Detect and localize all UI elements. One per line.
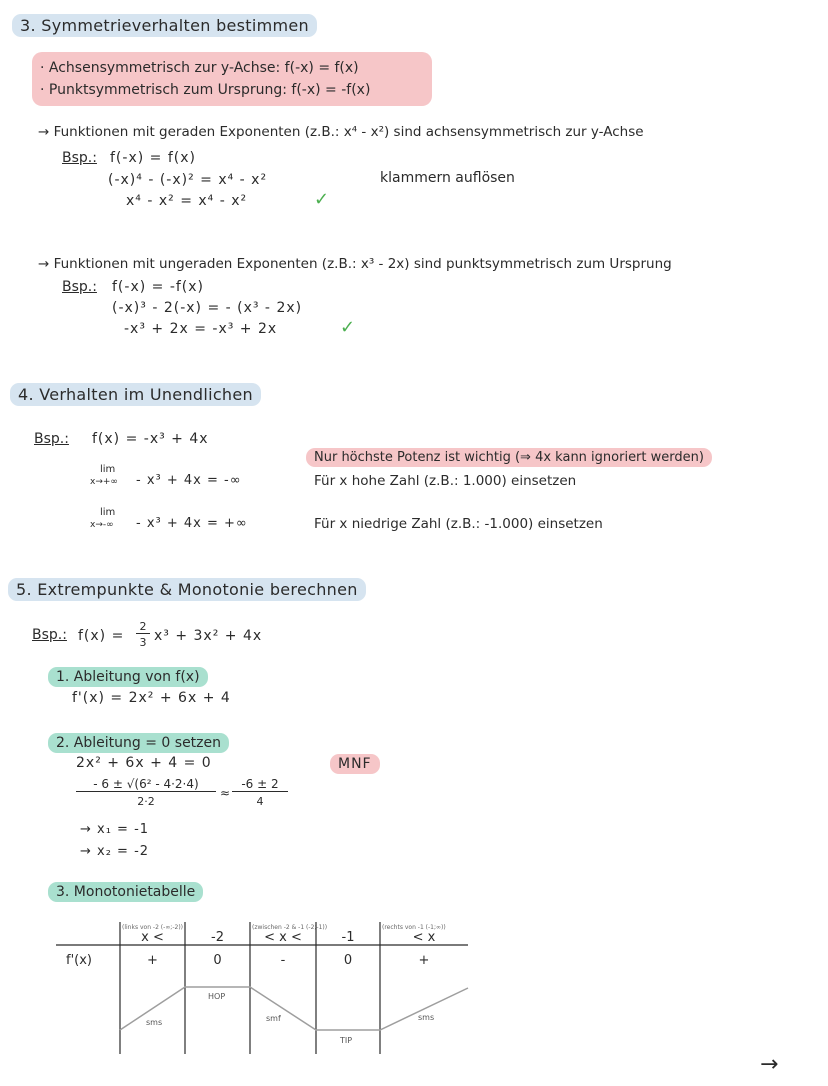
quad-numerator: - 6 ± √(6² - 4·2·4) (76, 777, 216, 792)
table-header-interval-1: x < (141, 930, 164, 945)
table-tiny-label-1: (links von -2 (-∞;-2)) (122, 924, 183, 931)
table-header-interval-3: < x (412, 930, 436, 945)
section3-heading: 3. Symmetrieverhalten bestimmen (12, 14, 317, 37)
section5-heading: 5. Extrempunkte & Monotonie berechnen (8, 578, 366, 601)
table-sign-5: + (418, 953, 430, 968)
even-line-3: x⁴ - x² = x⁴ - x² (126, 193, 248, 209)
s4-bsp-label: Bsp.: (34, 431, 69, 447)
table-header-interval-2: < x < (264, 930, 302, 945)
lim-sub-1: x→+∞ (90, 477, 118, 487)
curve-label-sms-1: sms (146, 1018, 163, 1027)
step3-label: 3. Monotonietabelle (48, 882, 203, 902)
odd-exponents-note: → Funktionen mit ungeraden Exponenten (z.B.: x³ - 2x) sind punktsymmetrisch zum Ursprung (38, 256, 672, 272)
even-bsp-label: Bsp.: (62, 150, 97, 166)
highest-power-note: Nur höchste Potenz ist wichtig (⇒ 4x kann ignoriert werden) (306, 448, 712, 467)
lim-label-1: lim (100, 464, 116, 475)
frac-denominator: 3 (139, 636, 147, 649)
s5-bsp-label: Bsp.: (32, 627, 67, 643)
curve-label-sms-2: sms (418, 1013, 435, 1022)
high-number-note: Für x hohe Zahl (z.B.: 1.000) einsetzen (314, 473, 577, 489)
even-line-1: f(-x) = f(x) (110, 150, 196, 166)
table-sign-4: 0 (343, 953, 353, 968)
curve-label-tip: TIP (340, 1036, 353, 1045)
result-denominator: 4 (256, 795, 264, 808)
step1-label: 1. Ableitung von f(x) (48, 667, 208, 687)
section4-heading: 4. Verhalten im Unendlichen (10, 383, 261, 406)
even-exponents-note: → Funktionen mit geraden Exponenten (z.B.: x⁴ - x²) sind achsensymmetrisch zur y-Achse (38, 124, 644, 140)
table-sign-3: - (280, 953, 286, 968)
table-row-label-derivative: f'(x) (66, 953, 92, 968)
curve-label-smf: smf (266, 1014, 281, 1023)
odd-line-3: -x³ + 2x = -x³ + 2x (124, 321, 278, 337)
check-icon: ✓ (340, 317, 356, 338)
even-line-2: (-x)⁴ - (-x)² = x⁴ - x² (108, 172, 268, 188)
odd-line-1: f(-x) = -f(x) (112, 279, 205, 295)
lim-expr-1: - x³ + 4x = -∞ (136, 473, 242, 488)
rule-point-symmetry: · Punktsymmetrisch zum Ursprung: f(-x) = -f(x) (40, 82, 371, 98)
check-icon: ✓ (314, 189, 330, 210)
table-header-x2: -2 (211, 930, 224, 945)
root-x2: → x₂ = -2 (80, 844, 150, 859)
next-page-arrow-icon[interactable]: → (760, 1052, 779, 1077)
odd-bsp-label: Bsp.: (62, 279, 97, 295)
table-tiny-label-3: (rechts von -1 (-1;∞)) (382, 924, 446, 931)
lim-expr-2: - x³ + 4x = +∞ (136, 516, 248, 531)
approx-sign: ≈ (220, 786, 231, 800)
odd-line-2: (-x)³ - 2(-x) = - (x³ - 2x) (112, 300, 303, 316)
s5-func-post: x³ + 3x² + 4x (154, 628, 263, 644)
frac-numerator: 2 (136, 620, 150, 634)
mnf-badge: MNF (330, 754, 380, 774)
root-x1: → x₁ = -1 (80, 822, 150, 837)
equation-zero: 2x² + 6x + 4 = 0 (76, 755, 212, 771)
low-number-note: Für x niedrige Zahl (z.B.: -1.000) einsetzen (314, 516, 603, 532)
lim-sub-2: x→-∞ (90, 520, 114, 530)
even-hint: klammern auflösen (380, 170, 515, 186)
derivative: f'(x) = 2x² + 6x + 4 (72, 690, 231, 706)
table-tiny-label-2: (zwischen -2 & -1 (-2;-1)) (252, 924, 328, 931)
monotony-curve (120, 987, 468, 1030)
step2-label: 2. Ableitung = 0 setzen (48, 733, 229, 753)
table-sign-2: 0 (213, 953, 222, 968)
result-numerator: -6 ± 2 (232, 777, 288, 792)
rule-axis-symmetry: · Achsensymmetrisch zur y-Achse: f(-x) = f(x) (40, 60, 359, 76)
s5-func-pre: f(x) = (78, 628, 125, 644)
s4-function: f(x) = -x³ + 4x (92, 431, 209, 447)
table-header-x1: -1 (341, 930, 355, 945)
lim-label-2: lim (100, 507, 116, 518)
quad-denominator: 2·2 (137, 795, 155, 808)
table-sign-1: + (147, 953, 158, 968)
curve-label-hop: HOP (208, 992, 226, 1001)
